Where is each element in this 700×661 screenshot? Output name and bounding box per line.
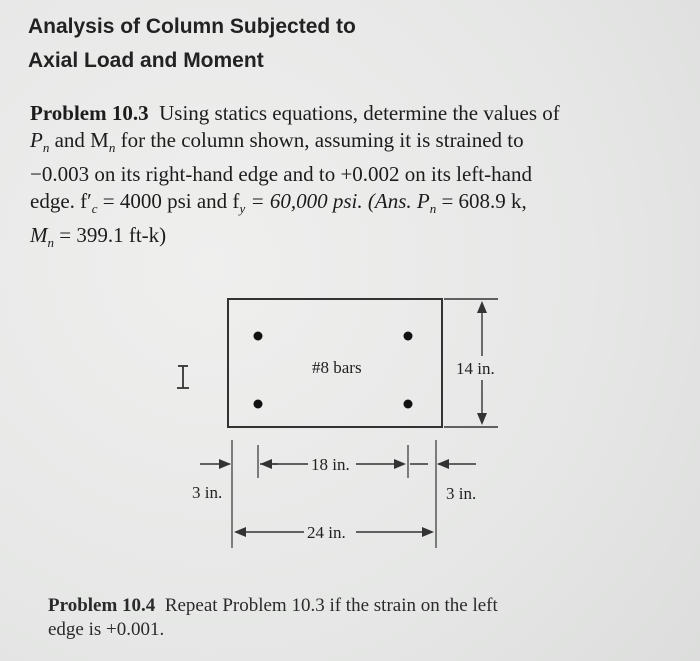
- pn-symbol: P: [30, 128, 43, 152]
- problem-10-4-label: Problem 10.4: [48, 595, 156, 616]
- inner-arrow-right-icon: [394, 459, 406, 469]
- problem-10-4-text-1: Repeat Problem 10.3 if the strain on the left: [164, 595, 498, 616]
- rebar-top-left: [254, 332, 263, 341]
- answer-pn-subscript: n: [429, 201, 437, 217]
- heading-line-1: Analysis of Column Subjected to: [28, 15, 356, 38]
- problem-text-2a: and M: [49, 128, 109, 152]
- bars-label: #8 bars: [312, 358, 362, 377]
- fc-subscript: c: [91, 201, 98, 217]
- answer-pn-text: = 60,000 psi. (Ans. P: [245, 189, 430, 214]
- rebar-top-right: [404, 332, 413, 341]
- inner-width-label: 18 in.: [311, 455, 350, 474]
- problem-10-4: [48, 594, 648, 642]
- depth-arrow-up-icon: [477, 301, 487, 313]
- right-cover-arrow-icon: [437, 459, 449, 469]
- answer-mn-symbol: M: [30, 223, 48, 248]
- problem-text-1: Using statics equations, determine the values of: [159, 101, 560, 125]
- depth-label: 14 in.: [456, 359, 495, 378]
- problem-10-3-label: Problem 10.3: [30, 101, 149, 125]
- overall-arrow-left-icon: [234, 527, 246, 537]
- left-cover-arrow-icon: [219, 459, 231, 469]
- axis-symbol-icon: [177, 366, 189, 388]
- problem-10-4-line-1: [48, 594, 648, 618]
- overall-arrow-right-icon: [422, 527, 434, 537]
- rebar-bottom-right: [404, 400, 413, 409]
- fy-subscript: y: [239, 201, 246, 217]
- pn-subscript: n: [42, 140, 50, 156]
- right-cover-label: 3 in.: [446, 484, 477, 503]
- problem-10-3-line-3: −0.003 on its right-hand edge and to +0.002 on its left-hand: [30, 162, 532, 187]
- heading-line-2: Axial Load and Moment: [28, 49, 264, 72]
- fc-text: edge. f′: [30, 189, 92, 214]
- left-cover-label: 3 in.: [192, 483, 223, 502]
- answer-mn-value: = 399.1 ft-k): [54, 223, 167, 248]
- fy-text: = 4000 psi and f: [97, 189, 240, 214]
- rebar-bottom-left: [254, 400, 263, 409]
- problem-text-2b: for the column shown, assuming it is strained to: [115, 128, 524, 152]
- answer-mn-subscript: n: [47, 235, 54, 251]
- depth-arrow-down-icon: [477, 413, 487, 425]
- answer-pn-value: = 608.9 k,: [436, 189, 527, 214]
- overall-width-label: 24 in.: [307, 523, 346, 542]
- mn-subscript: n: [108, 140, 116, 156]
- problem-10-4-line-2: edge is +0.001.: [48, 619, 165, 640]
